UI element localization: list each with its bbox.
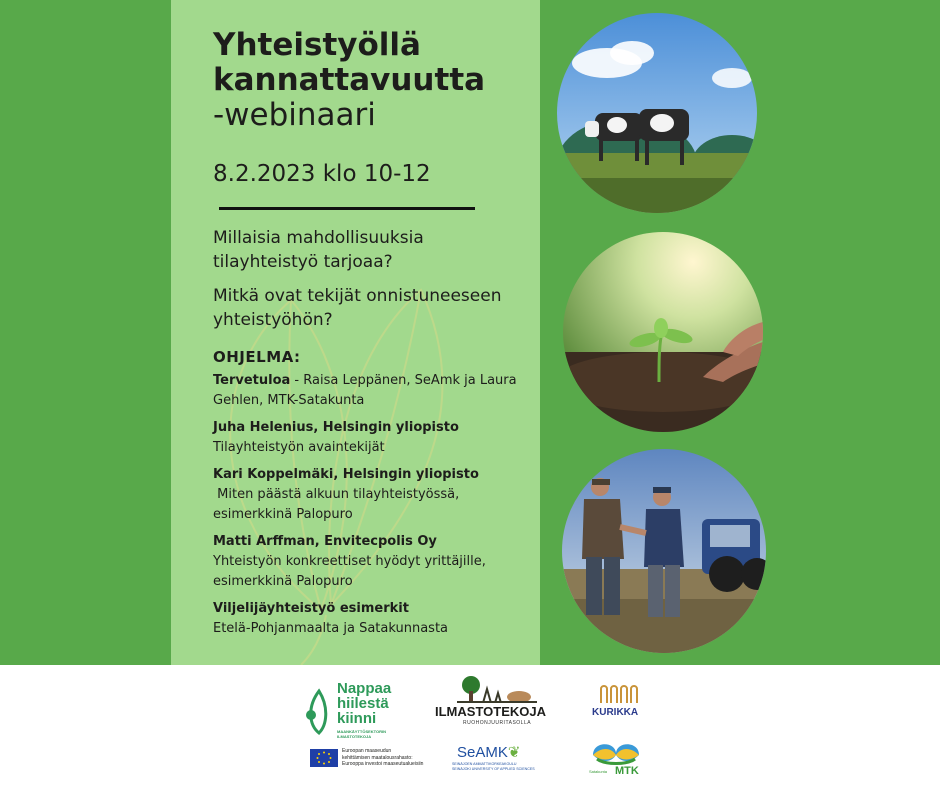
farmers-handshake-photo [562, 449, 766, 653]
nappaa-sub2: ILMASTOTEKOJA [337, 734, 372, 739]
seamk-sub1: SEINÄJOEN AMMATTIKORKEAKOULU [452, 762, 517, 766]
program-detail: Tilayhteistyön avaintekijät [213, 440, 385, 455]
divider [219, 207, 475, 210]
title-line-1: Yhteistyöllä [213, 27, 421, 63]
seamk-leaf-icon: ❦ [507, 744, 521, 761]
mtk-emblem-icon [591, 737, 641, 767]
kurikka-emblem-icon [597, 683, 641, 705]
title-line-3: -webinaari [213, 97, 376, 133]
program-speaker: Viljelijäyhteistyö esimerkit [213, 601, 409, 616]
program-item [213, 532, 531, 592]
nappaa-logo [305, 681, 415, 741]
seamk-name: SeAMK [457, 744, 508, 761]
ilmastotekoja-logo [435, 675, 555, 731]
nappaa-line1: Nappaa [337, 680, 392, 697]
nappaa-leaf-icon [305, 685, 333, 735]
seedling-photo [563, 232, 763, 432]
event-title [213, 28, 485, 133]
program-item [213, 599, 531, 639]
program-detail: - Raisa Leppänen, SeAmk ja Laura Gehlen, MTK-Satakunta [213, 373, 517, 408]
ilmastotekoja-tree-icon [457, 675, 537, 703]
program-speaker: Tervetuloa [213, 373, 291, 388]
nappaa-line2: hiilestä [337, 695, 389, 712]
title-line-2: kannattavuutta [213, 62, 486, 98]
program-item [213, 371, 531, 411]
partner-logos-footer [0, 665, 940, 788]
program-item [213, 465, 531, 525]
program-detail: Yhteistyön konkreettiset hyödyt yrittäjille, esimerkkinä Palopuro [213, 554, 486, 589]
eu-logo [310, 747, 440, 771]
program-speaker: Juha Helenius, Helsingin yliopisto [213, 420, 459, 435]
ilmastotekoja-sub: RUOHONJUURITASOLLA [463, 720, 532, 726]
eu-line2: kehittämisen maatalousrahasto: [342, 754, 413, 761]
eu-line3: Eurooppa investoi maaseutualueisiin [342, 761, 424, 767]
eu-line1: Euroopan maaseudun [342, 748, 392, 754]
program-speaker: Kari Koppelmäki, Helsingin yliopisto [213, 467, 479, 482]
event-date: 8.2.2023 klo 10-12 [213, 161, 431, 187]
seamk-logo [452, 743, 552, 779]
question-1: Millaisia mahdollisuuksia tilayhteistyö tarjoaa? [213, 228, 424, 272]
mtk-logo [585, 737, 655, 781]
program-item [213, 418, 531, 458]
ilmastotekoja-name: ILMASTOTEKOJA [435, 704, 546, 719]
seamk-sub2: SEINÄJOKI UNIVERSITY OF APPLIED SCIENCES [452, 767, 535, 771]
kurikka-name: KURIKKA [592, 707, 639, 718]
kurikka-logo [592, 683, 652, 723]
program-detail: Miten päästä alkuun tilayhteistyössä, esimerkkinä Palopuro [213, 487, 464, 522]
eu-flag-icon [310, 749, 338, 767]
mtk-name: MTK [615, 765, 639, 777]
program-detail: Etelä-Pohjanmaalta ja Satakunnasta [213, 621, 449, 636]
mtk-prefix: Satakunta [589, 769, 608, 774]
nappaa-line3: kiinni [337, 710, 377, 727]
cows-photo [557, 13, 757, 213]
nappaa-sub1: MAANKÄYTTÖSEKTORIN [337, 729, 387, 734]
question-2: Mitkä ovat tekijät onnistuneeseen yhteistyöhön? [213, 286, 502, 330]
program-speaker: Matti Arffman, Envitecpolis Oy [213, 534, 437, 549]
program-heading: OHJELMA: [213, 348, 301, 366]
